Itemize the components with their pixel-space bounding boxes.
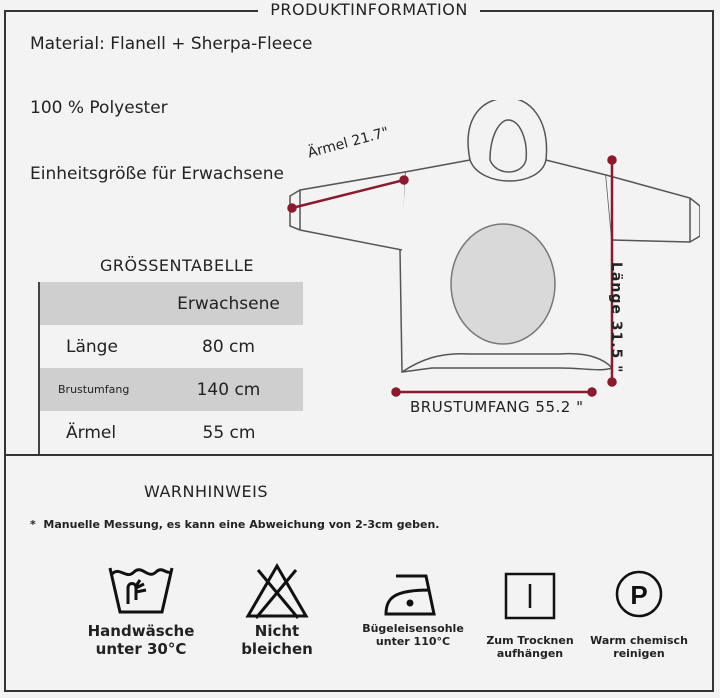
size-text: Einheitsgröße für Erwachsene [30,164,284,184]
care-label-line1: Warm chemisch [590,634,688,647]
row-label: Ärmel [66,422,117,443]
table-row [39,368,303,411]
row-value: 140 cm [155,368,303,411]
care-label-line2: unter 30°C [95,640,187,658]
care-iron [350,566,476,648]
size-table-title: GRÖSSENTABELLE [100,256,254,275]
line-dry-icon [502,570,558,622]
care-label-line2: unter 110°C [375,635,451,649]
row-label: Länge [66,336,118,357]
care-label-line2: bleichen [241,640,313,658]
care-label-line1: Nicht [254,622,300,640]
iron-icon [380,566,446,622]
svg-text:P: P [630,580,648,610]
no-bleach-icon [244,560,310,622]
section-divider [4,454,714,456]
row-value: 80 cm [202,336,255,357]
column-header: Erwachsene [155,282,303,325]
care-label-line1: Handwäsche [87,622,195,640]
size-table [38,282,304,454]
row-value: 55 cm [202,422,256,443]
row-label: Brustumfang [39,368,155,411]
table-row [39,325,303,368]
care-no-bleach [222,560,332,658]
table-header-row [39,282,303,325]
composition-text: 100 % Polyester [30,98,168,118]
handwash-icon [106,560,176,622]
sleeve-measure-label: Ärmel 21.7" [306,124,391,162]
care-label-line1: Bügeleisensohle [362,622,464,635]
length-measure-label: Länge 31.5 " [608,262,624,374]
care-label-line2: reinigen [613,647,665,661]
material-text: Material: Flanell + Sherpa-Fleece [30,34,313,54]
care-dry-clean [584,566,694,660]
care-label-line1: Zum Trocknen [486,634,574,647]
table-row [39,411,303,454]
care-line-dry [480,570,580,660]
care-label-line2: aufhängen [496,647,564,661]
measurement-note: * Manuelle Messung, es kann eine Abweichung von 2-3cm geben. [30,518,440,531]
chest-measure-label: BRUSTUMFANG 55.2 " [410,398,584,416]
care-handwash [76,560,206,658]
warning-title: WARNHINWEIS [144,482,268,501]
page-title: PRODUKTINFORMATION [258,0,480,19]
dry-clean-icon [611,566,667,622]
